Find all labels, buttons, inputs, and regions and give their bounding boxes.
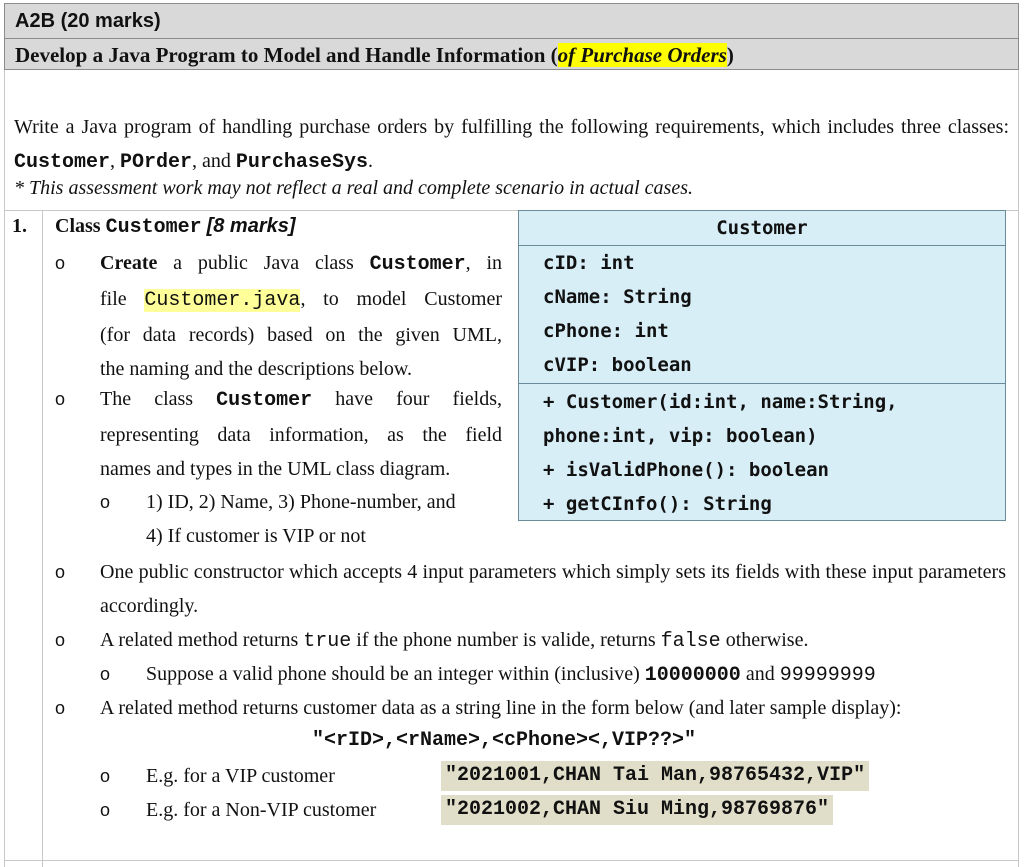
sub-bullet-phone-range: Suppose a valid phone should be an integer within (inclusive) 10000000 and 99999999 [146,663,876,687]
uml-method: + isValidPhone(): boolean [543,459,829,481]
class-name-porder: POrder [120,151,193,174]
bullet-icon: o [100,664,111,684]
uml-field: cName: String [543,286,692,308]
question-subtitle: Develop a Java Program to Model and Handle Information (of Purchase Orders) [15,43,734,67]
example-vip-value: "2021001,CHAN Tai Man,98765432,VIP" [441,761,869,791]
bullet-icon: o [55,389,66,409]
class-name-purchasesys: PurchaseSys [235,151,368,174]
bullet-icon: o [100,492,111,512]
format-string: "<rID>,<rName>,<cPhone><,VIP??>" [312,729,697,752]
example-nonvip-label: E.g. for a Non-VIP customer [146,799,377,821]
highlighted-topic: of Purchase Orders [557,43,727,67]
bottom-divider [4,860,1019,861]
column-divider [42,210,43,867]
file-name: Customer.java [144,289,301,312]
uml-class-diagram [518,210,1006,521]
header-divider [5,38,1018,39]
uml-divider [519,245,1005,246]
bullet-icon: o [100,766,111,786]
uml-field: cID: int [543,252,635,274]
frame-left [4,70,5,867]
uml-field: cVIP: boolean [543,354,692,376]
uml-method: + getCInfo(): String [543,493,772,515]
sub-bullet-field-list: 1) ID, 2) Name, 3) Phone-number, and 4) If customer is VIP or not [146,491,456,547]
question-title: A2B (20 marks) [15,10,161,32]
class-name-customer: Customer [14,151,111,174]
bullet-create-class: Create a public Java class Customer, in file Customer.java, to model Customer (for data records) based on the given UML, the naming and the descriptions below. [100,252,503,380]
uml-method: + Customer(id:int, name:String, [543,391,898,413]
bullet-icon: o [55,562,66,582]
bullet-valid-phone: A related method returns true if the phone number is valide, returns false otherwise. [100,629,809,653]
bullet-constructor: One public constructor which accepts 4 input parameters which simply sets its fields with these input parameters accordingly. [100,561,1006,617]
bullet-fields: The class Customer have four fields, representing data information, as the field names and types in the UML class diagram. [100,388,502,480]
question-header [4,3,1019,70]
bullet-icon: o [55,253,66,273]
assessment-note: * This assessment work may not reflect a real and complete scenario in actual cases. [14,177,693,199]
example-nonvip-value: "2021002,CHAN Siu Ming,98769876" [441,795,833,825]
bullet-get-info: A related method returns customer data as a string line in the form below (and later sample display): [100,697,902,719]
bullet-icon: o [100,800,111,820]
section-title: Class Customer [8 marks] [55,215,296,239]
bullet-icon: o [55,698,66,718]
intro-paragraph: Write a Java program of handling purchase orders by fulfilling the following requirements, which includes three classes: Customer, POrder, and PurchaseSys. [14,116,1009,174]
uml-field: cPhone: int [543,320,669,342]
section-marks: [8 marks] [206,215,296,237]
example-vip-label: E.g. for a VIP customer [146,765,335,787]
uml-method: phone:int, vip: boolean) [543,425,818,447]
frame-right [1018,70,1019,867]
uml-divider [519,383,1005,384]
section-number: 1. [12,215,27,237]
bullet-icon: o [55,630,66,650]
uml-class-name: Customer [716,217,808,239]
